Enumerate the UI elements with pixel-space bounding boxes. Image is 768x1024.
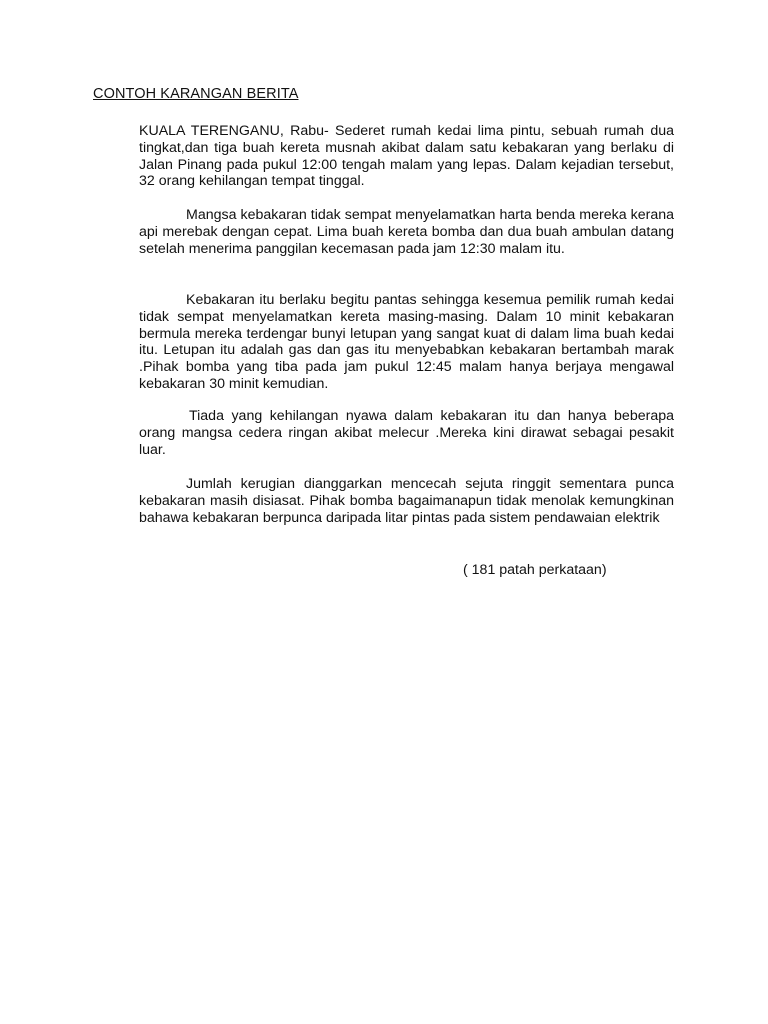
paragraph-4: Tiada yang kehilangan nyawa dalam kebakaran itu dan hanya beberapa orang mangsa cedera ringan akibat melecur .Mereka kini dirawat sebagai pesakit luar.: [139, 408, 674, 458]
paragraph-2: Mangsa kebakaran tidak sempat menyelamatkan harta benda mereka kerana api merebak dengan cepat. Lima buah kereta bomba dan dua buah ambulan datang setelah menerima panggilan kecemasan pada jam 12:30 malam itu.: [139, 207, 674, 257]
word-count: ( 181 patah perkataan): [463, 562, 607, 578]
paragraph-1: KUALA TERENGANU, Rabu- Sederet rumah kedai lima pintu, sebuah rumah dua tingkat,dan tiga buah kereta musnah akibat dalam satu kebakaran yang berlaku di Jalan Pinang pada pukul 12:00 tengah malam yang lepas. Dalam kejadian tersebut, 32 orang kehilangan tempat tinggal.: [139, 123, 674, 190]
paragraph-5: Jumlah kerugian dianggarkan mencecah sejuta ringgit sementara punca kebakaran masih disiasat. Pihak bomba bagaimanapun tidak menolak kemungkinan bahawa kebakaran berpunca daripada litar pintas pada sistem pendawaian elektrik: [139, 476, 674, 526]
paragraph-3: Kebakaran itu berlaku begitu pantas sehingga kesemua pemilik rumah kedai tidak sempat menyelamatkan kereta masing-masing. Dalam 10 minit kebakaran bermula mereka terdengar bunyi letupan yang sangat kuat di dalam lima buah kedai itu. Letupan itu adalah gas dan gas itu menyebabkan kebakaran bertambah marak .Pihak bomba yang tiba pada jam pukul 12:45 malam hanya berjaya mengawal kebakaran 30 minit kemudian.: [139, 292, 674, 392]
document-title: CONTOH KARANGAN BERITA: [93, 86, 299, 102]
